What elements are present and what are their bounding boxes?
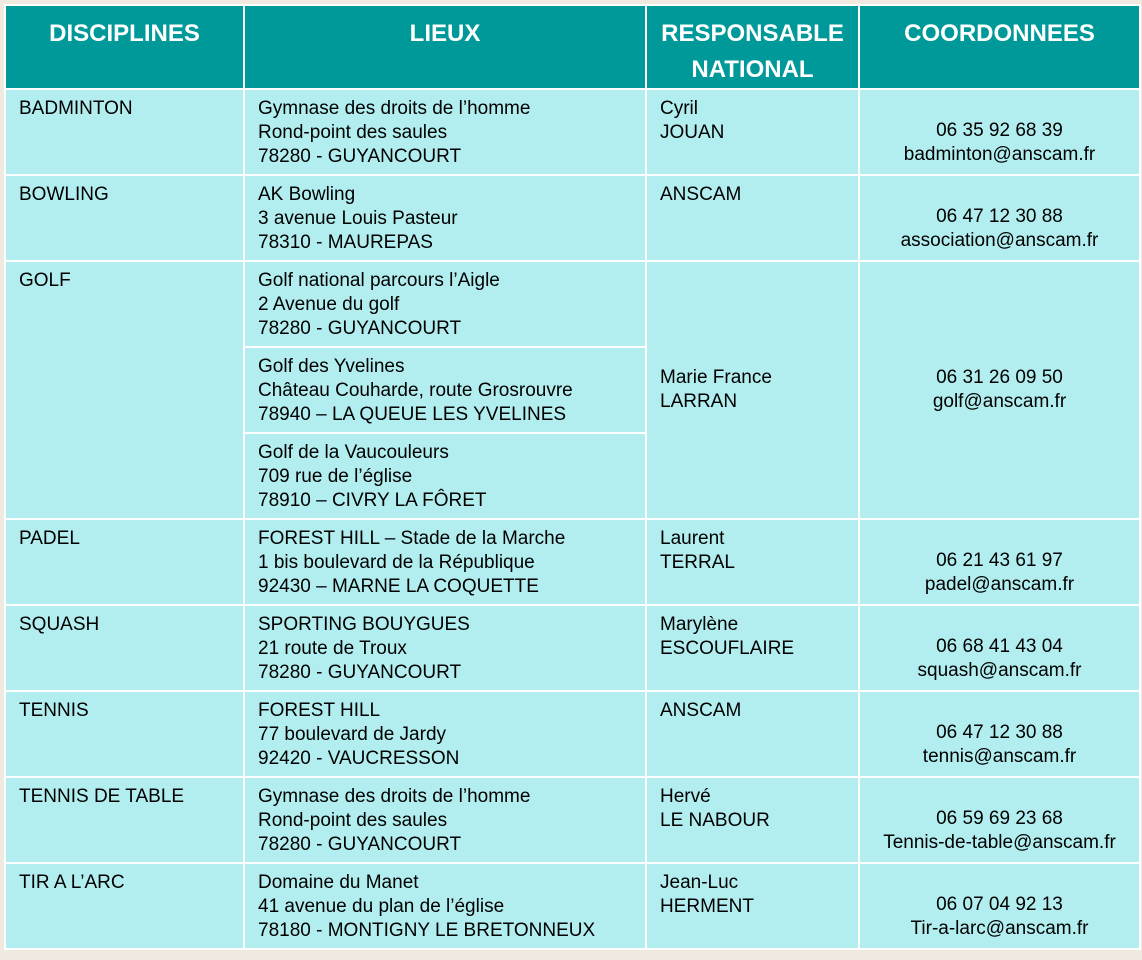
coordonnees-cell <box>859 519 1140 605</box>
responsable-line: LE NABOUR <box>660 810 770 831</box>
discipline-cell: GOLF <box>5 261 244 519</box>
table-row <box>5 175 1140 261</box>
responsable-line: Cyril <box>660 98 698 119</box>
lieu-cell <box>244 519 646 605</box>
header-disciplines: DISCIPLINES <box>5 5 244 89</box>
coordonnees-cell <box>859 605 1140 691</box>
lieu-cell <box>244 433 646 519</box>
responsable-cell <box>646 691 859 777</box>
coordonnees-cell <box>859 261 1140 519</box>
phone-number: 06 35 92 68 39 <box>936 120 1063 141</box>
responsable-line: HERMENT <box>660 896 754 917</box>
responsable-cell <box>646 777 859 863</box>
email-address: padel@anscam.fr <box>924 574 1075 595</box>
coordonnees-cell <box>859 175 1140 261</box>
phone-number: 06 31 26 09 50 <box>936 367 1063 388</box>
lieu-cell <box>244 89 646 175</box>
responsable-line: Jean-Luc <box>660 872 739 893</box>
lieu-cell <box>244 863 646 949</box>
lieu-line: 21 route de Troux <box>258 638 407 659</box>
phone-number: 06 47 12 30 88 <box>936 206 1063 227</box>
lieu-cell <box>244 347 646 433</box>
disciplines-table <box>4 4 1141 950</box>
email-address: badminton@anscam.fr <box>903 144 1096 165</box>
email-address: association@anscam.fr <box>900 230 1099 251</box>
lieu-cell <box>244 777 646 863</box>
responsable-line: Marie France <box>660 367 772 388</box>
coordonnees-cell <box>859 89 1140 175</box>
lieu-line: SPORTING BOUYGUES <box>258 614 470 635</box>
lieu-line: AK Bowling <box>258 184 356 205</box>
lieu-line: Gymnase des droits de l’homme <box>258 98 531 119</box>
email-address: squash@anscam.fr <box>917 660 1082 681</box>
lieu-line: 41 avenue du plan de l’église <box>258 896 505 917</box>
lieu-line: 1 bis boulevard de la République <box>258 552 535 573</box>
discipline-cell: TENNIS DE TABLE <box>5 777 244 863</box>
lieu-line: FOREST HILL – Stade de la Marche <box>258 528 566 549</box>
lieu-line: 92430 – MARNE LA COQUETTE <box>258 576 539 597</box>
lieu-cell <box>244 691 646 777</box>
table-row <box>5 261 1140 347</box>
responsable-cell <box>646 863 859 949</box>
responsable-cell <box>646 605 859 691</box>
discipline-cell: PADEL <box>5 519 244 605</box>
lieu-line: 78940 – LA QUEUE LES YVELINES <box>258 404 567 425</box>
lieu-line: 77 boulevard de Jardy <box>258 724 447 745</box>
table-row <box>5 519 1140 605</box>
phone-number: 06 59 69 23 68 <box>936 808 1063 829</box>
responsable-line: ANSCAM <box>660 700 742 721</box>
email-address: Tir-a-larc@anscam.fr <box>910 918 1089 939</box>
lieu-line: 2 Avenue du golf <box>258 294 400 315</box>
responsable-line: Laurent <box>660 528 725 549</box>
lieu-line: 78310 - MAUREPAS <box>258 232 433 253</box>
table-row <box>5 777 1140 863</box>
responsable-line: Hervé <box>660 786 711 807</box>
responsable-line: ANSCAM <box>660 184 742 205</box>
phone-number: 06 68 41 43 04 <box>936 636 1063 657</box>
responsable-cell <box>646 519 859 605</box>
phone-number: 06 21 43 61 97 <box>936 550 1063 571</box>
lieu-line: 78280 - GUYANCOURT <box>258 834 462 855</box>
phone-number: 06 47 12 30 88 <box>936 722 1063 743</box>
table-row <box>5 863 1140 949</box>
lieu-line: Golf des Yvelines <box>258 356 405 377</box>
email-address: tennis@anscam.fr <box>922 746 1077 767</box>
lieu-line: Gymnase des droits de l’homme <box>258 786 531 807</box>
header-coordonnees: COORDONNEES <box>859 5 1140 89</box>
header-lieux: LIEUX <box>244 5 646 89</box>
responsable-line: JOUAN <box>660 122 725 143</box>
discipline-cell: BADMINTON <box>5 89 244 175</box>
table-row <box>5 89 1140 175</box>
lieu-line: Golf national parcours l’Aigle <box>258 270 500 291</box>
disciplines-table-container <box>4 4 1141 950</box>
lieu-cell <box>244 605 646 691</box>
responsable-line: Marylène <box>660 614 739 635</box>
table-row <box>5 605 1140 691</box>
lieu-line: Rond-point des saules <box>258 122 448 143</box>
discipline-cell: TENNIS <box>5 691 244 777</box>
table-row <box>5 691 1140 777</box>
responsable-line: TERRAL <box>660 552 735 573</box>
lieu-line: 78280 - GUYANCOURT <box>258 662 462 683</box>
discipline-cell: TIR A L’ARC <box>5 863 244 949</box>
lieu-line: 78280 - GUYANCOURT <box>258 146 462 167</box>
responsable-cell <box>646 175 859 261</box>
responsable-cell <box>646 89 859 175</box>
header-responsable-line2: NATIONAL <box>691 56 814 83</box>
lieu-line: Domaine du Manet <box>258 872 419 893</box>
responsable-cell <box>646 261 859 519</box>
header-responsable <box>646 5 859 89</box>
lieu-line: Rond-point des saules <box>258 810 448 831</box>
discipline-cell: BOWLING <box>5 175 244 261</box>
coordonnees-cell <box>859 863 1140 949</box>
coordonnees-cell <box>859 777 1140 863</box>
phone-number: 06 07 04 92 13 <box>936 894 1063 915</box>
header-row <box>5 5 1140 89</box>
lieu-cell <box>244 175 646 261</box>
discipline-cell: SQUASH <box>5 605 244 691</box>
responsable-line: ESCOUFLAIRE <box>660 638 795 659</box>
header-responsable-line1: RESPONSABLE <box>661 20 844 47</box>
email-address: Tennis-de-table@anscam.fr <box>883 832 1116 853</box>
lieu-line: 78910 – CIVRY LA FÔRET <box>258 490 487 511</box>
lieu-line: Golf de la Vaucouleurs <box>258 442 449 463</box>
lieu-line: 78280 - GUYANCOURT <box>258 318 462 339</box>
lieu-line: 78180 - MONTIGNY LE BRETONNEUX <box>258 920 596 941</box>
lieu-line: Château Couharde, route Grosrouvre <box>258 380 573 401</box>
lieu-line: 3 avenue Louis Pasteur <box>258 208 458 229</box>
responsable-line: LARRAN <box>660 391 738 412</box>
lieu-cell <box>244 261 646 347</box>
lieu-line: FOREST HILL <box>258 700 381 721</box>
coordonnees-cell <box>859 691 1140 777</box>
lieu-line: 92420 - VAUCRESSON <box>258 748 460 769</box>
email-address: golf@anscam.fr <box>932 391 1067 412</box>
lieu-line: 709 rue de l’église <box>258 466 413 487</box>
